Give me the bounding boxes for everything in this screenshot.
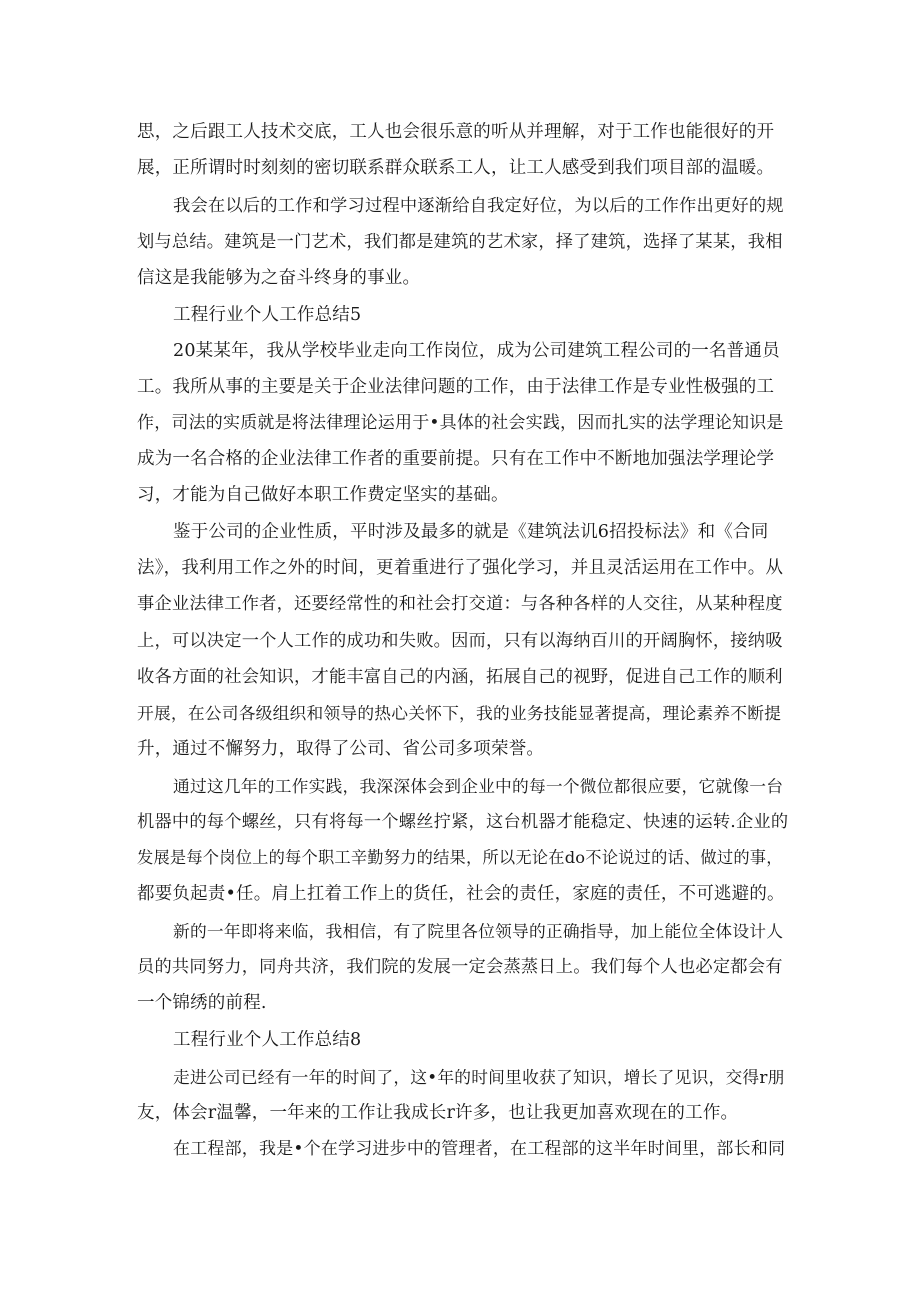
- paragraph-start: 我会在以后的工作和学习过程中逐渐给自我定好位，为以后的工作作出更好的规: [173, 196, 784, 216]
- text-line: 员的共同努力，同舟共济，我们院的发展一定会蒸蒸日上。我们每个人也必定都会有: [137, 957, 783, 977]
- text-line: 升，通过不懈努力，取得了公司、省公司多项荣誉。: [137, 739, 545, 759]
- paragraph-start: 20某某年，我从学校毕业走向工作岗位，成为公司建筑工程公司的一名普通员: [173, 341, 780, 361]
- text-line: 思，之后跟工人技术交底，工人也会很乐意的听从并理解，对于工作也能很好的开: [137, 122, 775, 142]
- text-line: 都要负起责•任。肩上扛着工作上的货任，社会的责任，家庭的责任，不可逃避的。: [137, 884, 785, 904]
- text-line: 法》，我利用工作之外的时间，更着重进行了强化学习，并且灵活运用在工作中。从: [137, 558, 784, 578]
- section-heading: 工程行业个人工作总结5: [173, 305, 362, 325]
- paragraph-start: 新的一年即将来临，我相信，有了院里各位领导的正确指导，加上能位全体设计人: [173, 921, 784, 941]
- text-line: 习，才能为自己做好本职工作费定坚实的基础。: [137, 485, 509, 505]
- text-line: 成为一名合格的企业法律工作者的重要前提。只有在工作中不断地加强法学理论学: [137, 449, 775, 469]
- text-line: 划与总结。建筑是一门艺术，我们都是建筑的艺术家，择了建筑，选择了某某，我相: [137, 232, 783, 252]
- text-line: 展，正所谓时时刻刻的密切联系群众联系工人，让工人感受到我们项目部的温暖。: [137, 158, 775, 178]
- paragraph-start: 鉴于公司的企业性质，平时涉及最多的就是《建筑法讥6招投标法》和《合同: [173, 522, 769, 542]
- text-line: 发展是每个岗位上的每个职工辛勤努力的结果，所以无论在do不论说过的话、做过的事，: [137, 848, 783, 867]
- section-heading: 工程行业个人工作总结8: [173, 1030, 362, 1050]
- text-line: 收各方面的社会知识，才能丰富自己的内涵，拓展自己的视野，促进自己工作的顺利: [137, 667, 783, 687]
- text-line: 上，可以决定一个人工作的成功和失败。因而，只有以海纳百川的开阔胸怀，接纳吸: [137, 631, 783, 651]
- paragraph-start: 在工程部，我是•个在学习进步中的管理者，在工程部的这半年时间里，部长和同: [173, 1139, 786, 1159]
- text-line: 开展，在公司各级组织和领导的热心关怀下，我的业务技能显著提高，理论素养不断提: [137, 703, 782, 723]
- text-line: 工。我所从事的主要是关于企业法律问题的工作，由于法律工作是专业性极强的工: [137, 377, 775, 397]
- text-line: 一个锦绣的前程.: [137, 993, 267, 1013]
- text-line: 机器中的每个螺丝，只有将每一个螺丝拧紧，这台机器才能稳定、快速的运转.企业的: [137, 812, 789, 832]
- paragraph-start: 通过这几年的工作实践，我深深体会到企业中的每一个微位都很应要，它就像一台: [173, 776, 784, 796]
- text-line: 友，体会r温馨，一年来的工作让我成长r许多，也让我更加喜欢现在的工作。: [137, 1103, 739, 1123]
- text-line: 作，司法的实质就是将法律理论运用于•具体的社会实践，因而扎实的法学理论知识是: [137, 413, 784, 433]
- text-line: 信这是我能够为之奋斗终身的事业。: [137, 268, 421, 288]
- text-line: 事企业法律工作者，还要经常性的和社会打交道：与各种各样的人交往，从某种程度: [137, 594, 783, 614]
- paragraph-start: 走进公司已经有一年的时间了，这•年的时间里收获了知识，增长了见识，交得r朋: [173, 1067, 785, 1087]
